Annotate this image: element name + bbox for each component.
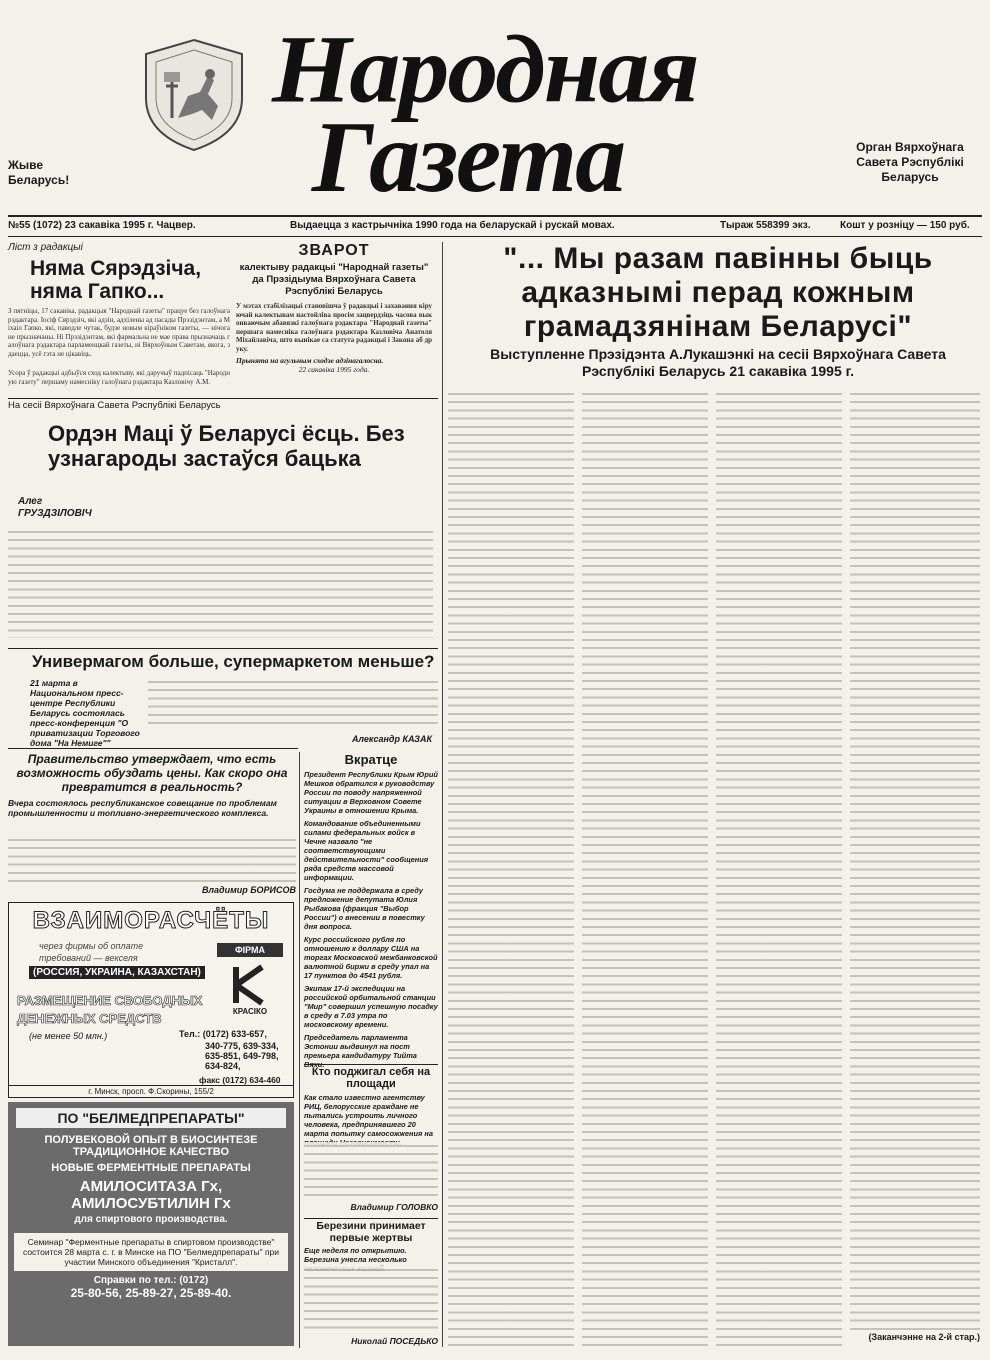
appeal-note: Прынята на агульным сходзе адзінагалосна. — [236, 356, 384, 365]
who-lit-author: Владимир ГОЛОВКО — [350, 1202, 438, 1212]
letter-title: Няма Сярэдзіча, няма Гапко... — [30, 257, 202, 303]
main-headline: "... Мы разам павінны быць адказнымі перад кожным грамадзянінам Беларусі" — [503, 242, 933, 343]
letter-section — [8, 242, 230, 400]
ad-address: г. Минск, просп. Ф.Скорины, 155/2 — [9, 1085, 293, 1097]
univermag-article — [8, 652, 438, 746]
main-article — [448, 240, 982, 1350]
ad-pharma-line1: ПОЛУВЕКОВОЙ ОПЫТ В БИОСИНТЕЗЕ — [44, 1134, 258, 1146]
letter-outro: Усора ў радакцыі адбыўся сход калектыву, які даручыў падпісаць "Народную газету" першаму намесніку галоўнага рэдактара Казловічу А.М. — [8, 369, 230, 386]
session-kicker: На сесіі Вярхоўнага Савета Рэспублікі Беларусь — [8, 400, 221, 411]
main-column-1 — [448, 390, 574, 1350]
birch-body — [304, 1266, 438, 1334]
briefly-item: Командование объединенными силами федеральных войск в Чечне назвало "не соответствующими действительности" сообщения ряда средств массовой информации. — [304, 819, 429, 882]
birch-author: Николай ПОСЕДЬКО — [351, 1336, 438, 1346]
briefly-item: Госдума не поддержала в среду предложение депутата Юлия Рыбакова (фракция "Выбор России") о внесении в повестку дня вопроса. — [304, 886, 425, 931]
briefly-section — [304, 752, 438, 1062]
main-continued: (Заканчэнне на 2-й стар.) — [868, 1332, 980, 1342]
ad-min-note: (не менее 50 млн.) — [29, 1031, 108, 1041]
ad-firm-name: КРАСІКО — [232, 1007, 268, 1016]
ad-mutual-sub1: через фирмы об оплате — [39, 941, 144, 951]
birch-title: Березини принимает первые жертвы — [316, 1220, 426, 1244]
ad-mutual-settlements — [8, 902, 294, 1098]
briefly-item: Экипаж 17-й экспедиции на российской орбитальной станции "Мир" совершил успешную посадку в среду в 7.03 утра по московскому времени. — [304, 984, 438, 1029]
ad-pharma-name: ПО "БЕЛМЕДПРЕПАРАТЫ" — [16, 1108, 286, 1128]
who-lit-lead: Как стало известно агентству РИЦ, белорусские граждане не пытались устроить личного человека, предпринявшего 20 марта попытку самосожжения на — [304, 1093, 433, 1138]
who-lit-article — [304, 1066, 438, 1216]
appeal-body: У мэтах стабілізацыі становішча ў радакцыі і захавання кіруючай калектывам настойліва просім зацвердзіць часова выконваючым абавязкі галоўнага рэдактара "Народнай газеты" першага намесніка галоўнага рэдактара Казловіча Анатоля Міхайлавіча, што вынікае са статута радакцыі і Закона аб друку. — [236, 302, 432, 353]
ad-fax: факс (0172) 634-460 — [199, 1075, 281, 1085]
appeal-title: ЗВАРОТ — [298, 242, 370, 259]
issue-number: №55 (1072) 23 сакавіка 1995 г. Чацвер. — [8, 220, 196, 231]
briefly-title: Вкратце — [344, 752, 398, 767]
issue-since: Выдаецца з кастрычніка 1990 года на беларускай і рускай мовах. — [290, 220, 615, 231]
masthead-title-line1: Народная — [272, 15, 698, 124]
letter-kicker: Ліст з радакцыі — [8, 242, 83, 253]
ad-pharma-product1: АМИЛОСИТАЗА Гх, — [79, 1178, 223, 1195]
briefly-list — [304, 770, 438, 1069]
who-lit-title: Кто поджигал себя на площади — [311, 1066, 431, 1090]
ad-pharma-contacts-label: Справки по тел.: (0172) — [93, 1275, 209, 1286]
ad-firm-logo-icon — [228, 963, 272, 1007]
prices-headline: Правительство утверждает, что есть возможность обуздать цены. Как скоро она превратится в реальность? — [16, 752, 288, 794]
issue-circulation: Тыраж 558399 экз. — [720, 220, 811, 231]
ad-mutual-title: ВЗАИМОРАСЧЁТЫ — [32, 907, 270, 934]
prices-article — [8, 752, 296, 898]
appeal-subtitle: калектыву радакцыі "Народнай газеты" да Прэзідыума Вярхоўнага Савета Рэспублікі Беларусь — [239, 262, 429, 297]
ad-pharma-seminar: Семинар "Ферментные препараты в спиртовом производстве" состоится 28 марта с. г. в Минске на ПО "Белмедпрепараты" при участии Минского объединения "Кристалл". — [14, 1233, 288, 1271]
prices-body — [8, 836, 296, 884]
ad-phone-label: Тел.: (0172) 633-657, — [179, 1029, 267, 1039]
masthead-title — [262, 10, 698, 214]
ad-firm-label: ФІРМА — [217, 943, 283, 957]
ad-placement-line2: ДЕНЕЖНЫХ СРЕДСТВ — [17, 1011, 162, 1026]
ad-firm-box — [217, 943, 283, 1025]
masthead-title-line2: Газета — [312, 101, 625, 214]
main-column-2 — [582, 390, 708, 1350]
session-body — [8, 528, 433, 638]
univermag-body — [148, 678, 438, 730]
ad-pharma-contacts: 25-80-56, 25-89-27, 25-89-40. — [70, 1286, 232, 1300]
coat-of-arms-icon — [138, 36, 250, 154]
ad-phones: 340-775, 639-334, 635-851, 649-798, 634-824, — [205, 1041, 279, 1071]
univermag-headline: Универмагом больше, супермаркетом меньше? — [32, 652, 435, 671]
issue-price: Кошт у розніцу — 150 руб. — [840, 220, 970, 231]
ad-placement-line1: РАЗМЕЩЕНИЕ СВОБОДНЫХ — [17, 993, 203, 1008]
main-deck: Выступленне Прэзідэнта А.Лукашэнкі на сесіі Вярхоўнага Савета Рэспублікі Беларусь 21 сакавіка 1995 г. — [490, 346, 946, 379]
birch-lead: Еще неделя по открытию. Березина унесла несколько — [304, 1246, 407, 1264]
main-column-4 — [850, 390, 980, 1330]
ad-mutual-countries: (РОССИЯ, УКРАИНА, КАЗАХСТАН) — [29, 966, 205, 979]
ad-pharma-line2: ТРАДИЦИОННОЕ КАЧЕСТВО — [72, 1146, 230, 1158]
letter-intro: З пятніцы, 17 сакавіка, радакцыя "Народнай газеты" працуе без галоўнага рэдактара. Іосіф Сярэдзіч, які адзін, адхілены ад пасады Прэзідэнтам, а Міхаіл Гапко, які, паводле чутак, будзе новым кіраўніком газеты, — нічога не прызначаны. Ні Прэзідэнтам, які фармальна не мае права прызначаць галоўнага рэдактара парламенцкай газеты, ні Вярхоўным Саветам, якога, здаецца, усё гэта не цікавіць. — [8, 307, 230, 358]
appeal-section — [236, 242, 432, 400]
session-headline: Ордэн Маці ў Беларусі ёсць. Без узнагароды застаўся бацька — [48, 421, 405, 471]
briefly-item: Председатель парламента Эстонии выдвинул на пост премьера кандидатуру Тийта — [304, 1033, 417, 1060]
prices-author: Владимир БОРИСОВ — [201, 885, 296, 895]
briefly-item: Президент Республики Крым Юрий Мешков обратился к руководству России по поводу напряженной ситуации в Верховном Совете Украины в отношении Крыма. — [304, 770, 438, 815]
ad-pharma-line4: для спиртового производства. — [74, 1214, 228, 1225]
masthead-organ: Орган Вярхоўнага Савета Рэспублікі Беларусь — [856, 140, 964, 184]
ad-pharma — [8, 1102, 294, 1346]
ad-pharma-product2: АМИЛОСУБТИЛИН Гх — [71, 1195, 231, 1212]
ad-mutual-sub2: требований — векселя — [39, 953, 138, 963]
session-author: Алег ГРУЗДЗІЛОВІЧ — [18, 496, 92, 519]
birch-article — [304, 1220, 438, 1348]
appeal-date: 22 сакавіка 1995 года. — [298, 365, 370, 374]
prices-lead: Вчера состоялось республиканское совещание по проблемам промышленности и топливно-энергетического комплекса. — [8, 798, 277, 818]
session-article — [8, 400, 438, 640]
univermag-author: Александр КАЗАК — [351, 734, 432, 744]
who-lit-body — [304, 1142, 438, 1200]
ad-pharma-line3: НОВЫЕ ФЕРМЕНТНЫЕ ПРЕПАРАТЫ — [51, 1162, 251, 1174]
main-column-3 — [716, 390, 842, 1350]
briefly-item: Курс российского рубля по отношению к доллару США на торгах Московской межбанковской валютной биржи в среду упал на 17 пунктов до 4541 рубля. — [304, 935, 438, 980]
univermag-lead: 21 марта в Национальном пресс-центре Республики Беларусь состоялась пресс-конференция "О приватизации Торгового дома "На Немиге"" — [30, 678, 140, 748]
masthead-motto: Жыве Беларусь! — [8, 158, 70, 187]
